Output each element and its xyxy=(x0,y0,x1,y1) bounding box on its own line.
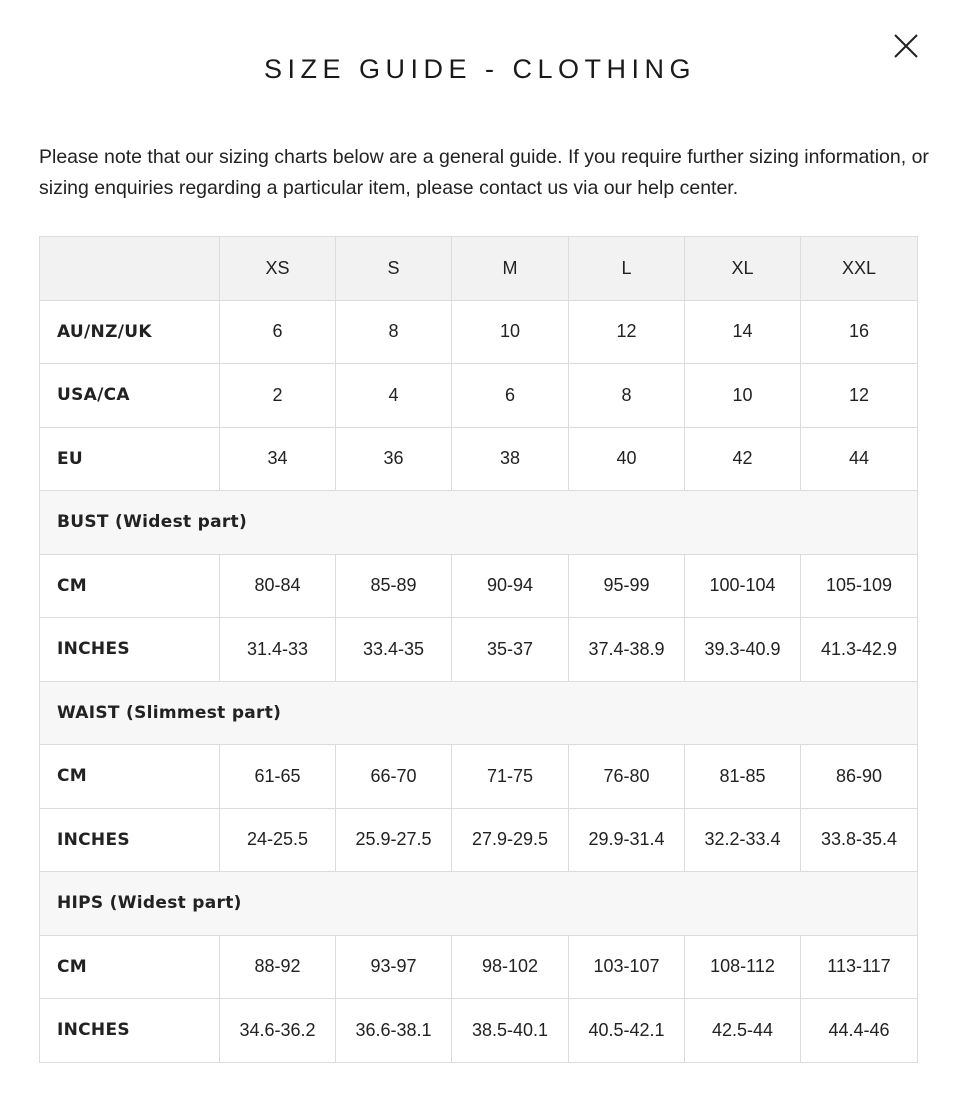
section-row xyxy=(40,681,918,745)
header-cell-s: S xyxy=(336,237,452,301)
table-cell: 2 xyxy=(220,364,336,428)
table-cell: 61-65 xyxy=(220,745,336,809)
table-cell: 113-117 xyxy=(801,935,918,999)
header-cell-blank xyxy=(40,237,220,301)
table-cell: 39.3-40.9 xyxy=(685,618,801,682)
table-cell: 36 xyxy=(336,427,452,491)
table-cell: 103-107 xyxy=(569,935,685,999)
table-cell: 34 xyxy=(220,427,336,491)
table-cell: 29.9-31.4 xyxy=(569,808,685,872)
section-label: BUST (Widest part) xyxy=(40,491,918,555)
table-row xyxy=(40,808,918,872)
table-row xyxy=(40,300,918,364)
table-cell: 33.8-35.4 xyxy=(801,808,918,872)
row-label: INCHES xyxy=(40,808,220,872)
table-cell: 8 xyxy=(336,300,452,364)
header-cell-xs: XS xyxy=(220,237,336,301)
table-row xyxy=(40,427,918,491)
table-cell: 10 xyxy=(452,300,569,364)
table-cell: 25.9-27.5 xyxy=(336,808,452,872)
header-cell-xl: XL xyxy=(685,237,801,301)
table-cell: 105-109 xyxy=(801,554,918,618)
table-cell: 42 xyxy=(685,427,801,491)
row-label: INCHES xyxy=(40,618,220,682)
table-cell: 40 xyxy=(569,427,685,491)
header-cell-xxl: XXL xyxy=(801,237,918,301)
modal-title: SIZE GUIDE - CLOTHING xyxy=(263,54,697,84)
table-cell: 44.4-46 xyxy=(801,999,918,1063)
section-row xyxy=(40,872,918,936)
row-label: INCHES xyxy=(40,999,220,1063)
table-cell: 100-104 xyxy=(685,554,801,618)
table-cell: 41.3-42.9 xyxy=(801,618,918,682)
row-label: CM xyxy=(40,745,220,809)
table-cell: 35-37 xyxy=(452,618,569,682)
table-cell: 66-70 xyxy=(336,745,452,809)
section-row xyxy=(40,491,918,555)
size-header-row xyxy=(40,237,918,301)
header-cell-l: L xyxy=(569,237,685,301)
table-cell: 38.5-40.1 xyxy=(452,999,569,1063)
header-cell-m: M xyxy=(452,237,569,301)
table-cell: 14 xyxy=(685,300,801,364)
table-cell: 12 xyxy=(569,300,685,364)
section-label: WAIST (Slimmest part) xyxy=(40,681,918,745)
intro-text: Please note that our sizing charts below are a general guide. If you require further sizing information, or sizing enquiries regarding a particular item, please contact us via our help center. xyxy=(39,146,929,199)
table-cell: 98-102 xyxy=(452,935,569,999)
table-cell: 88-92 xyxy=(220,935,336,999)
table-cell: 27.9-29.5 xyxy=(452,808,569,872)
table-cell: 6 xyxy=(452,364,569,428)
table-cell: 10 xyxy=(685,364,801,428)
table-cell: 86-90 xyxy=(801,745,918,809)
size-table-body xyxy=(40,300,918,1062)
table-row xyxy=(40,364,918,428)
size-table xyxy=(39,236,918,1063)
table-cell: 37.4-38.9 xyxy=(569,618,685,682)
table-cell: 8 xyxy=(569,364,685,428)
table-cell: 24-25.5 xyxy=(220,808,336,872)
row-label: USA/CA xyxy=(40,364,220,428)
table-cell: 80-84 xyxy=(220,554,336,618)
table-cell: 108-112 xyxy=(685,935,801,999)
table-cell: 16 xyxy=(801,300,918,364)
table-cell: 33.4-35 xyxy=(336,618,452,682)
table-cell: 32.2-33.4 xyxy=(685,808,801,872)
table-cell: 44 xyxy=(801,427,918,491)
table-cell: 38 xyxy=(452,427,569,491)
row-label: CM xyxy=(40,554,220,618)
table-cell: 34.6-36.2 xyxy=(220,999,336,1063)
section-label: HIPS (Widest part) xyxy=(40,872,918,936)
table-cell: 36.6-38.1 xyxy=(336,999,452,1063)
table-row xyxy=(40,618,918,682)
row-label: CM xyxy=(40,935,220,999)
table-cell: 95-99 xyxy=(569,554,685,618)
table-cell: 4 xyxy=(336,364,452,428)
table-cell: 85-89 xyxy=(336,554,452,618)
table-cell: 81-85 xyxy=(685,745,801,809)
table-cell: 93-97 xyxy=(336,935,452,999)
table-cell: 76-80 xyxy=(569,745,685,809)
table-cell: 42.5-44 xyxy=(685,999,801,1063)
table-cell: 40.5-42.1 xyxy=(569,999,685,1063)
table-cell: 90-94 xyxy=(452,554,569,618)
table-cell: 12 xyxy=(801,364,918,428)
table-row xyxy=(40,554,918,618)
table-cell: 6 xyxy=(220,300,336,364)
table-cell: 31.4-33 xyxy=(220,618,336,682)
table-row xyxy=(40,745,918,809)
table-cell: 71-75 xyxy=(452,745,569,809)
table-row xyxy=(40,999,918,1063)
table-row xyxy=(40,935,918,999)
row-label: EU xyxy=(40,427,220,491)
row-label: AU/NZ/UK xyxy=(40,300,220,364)
